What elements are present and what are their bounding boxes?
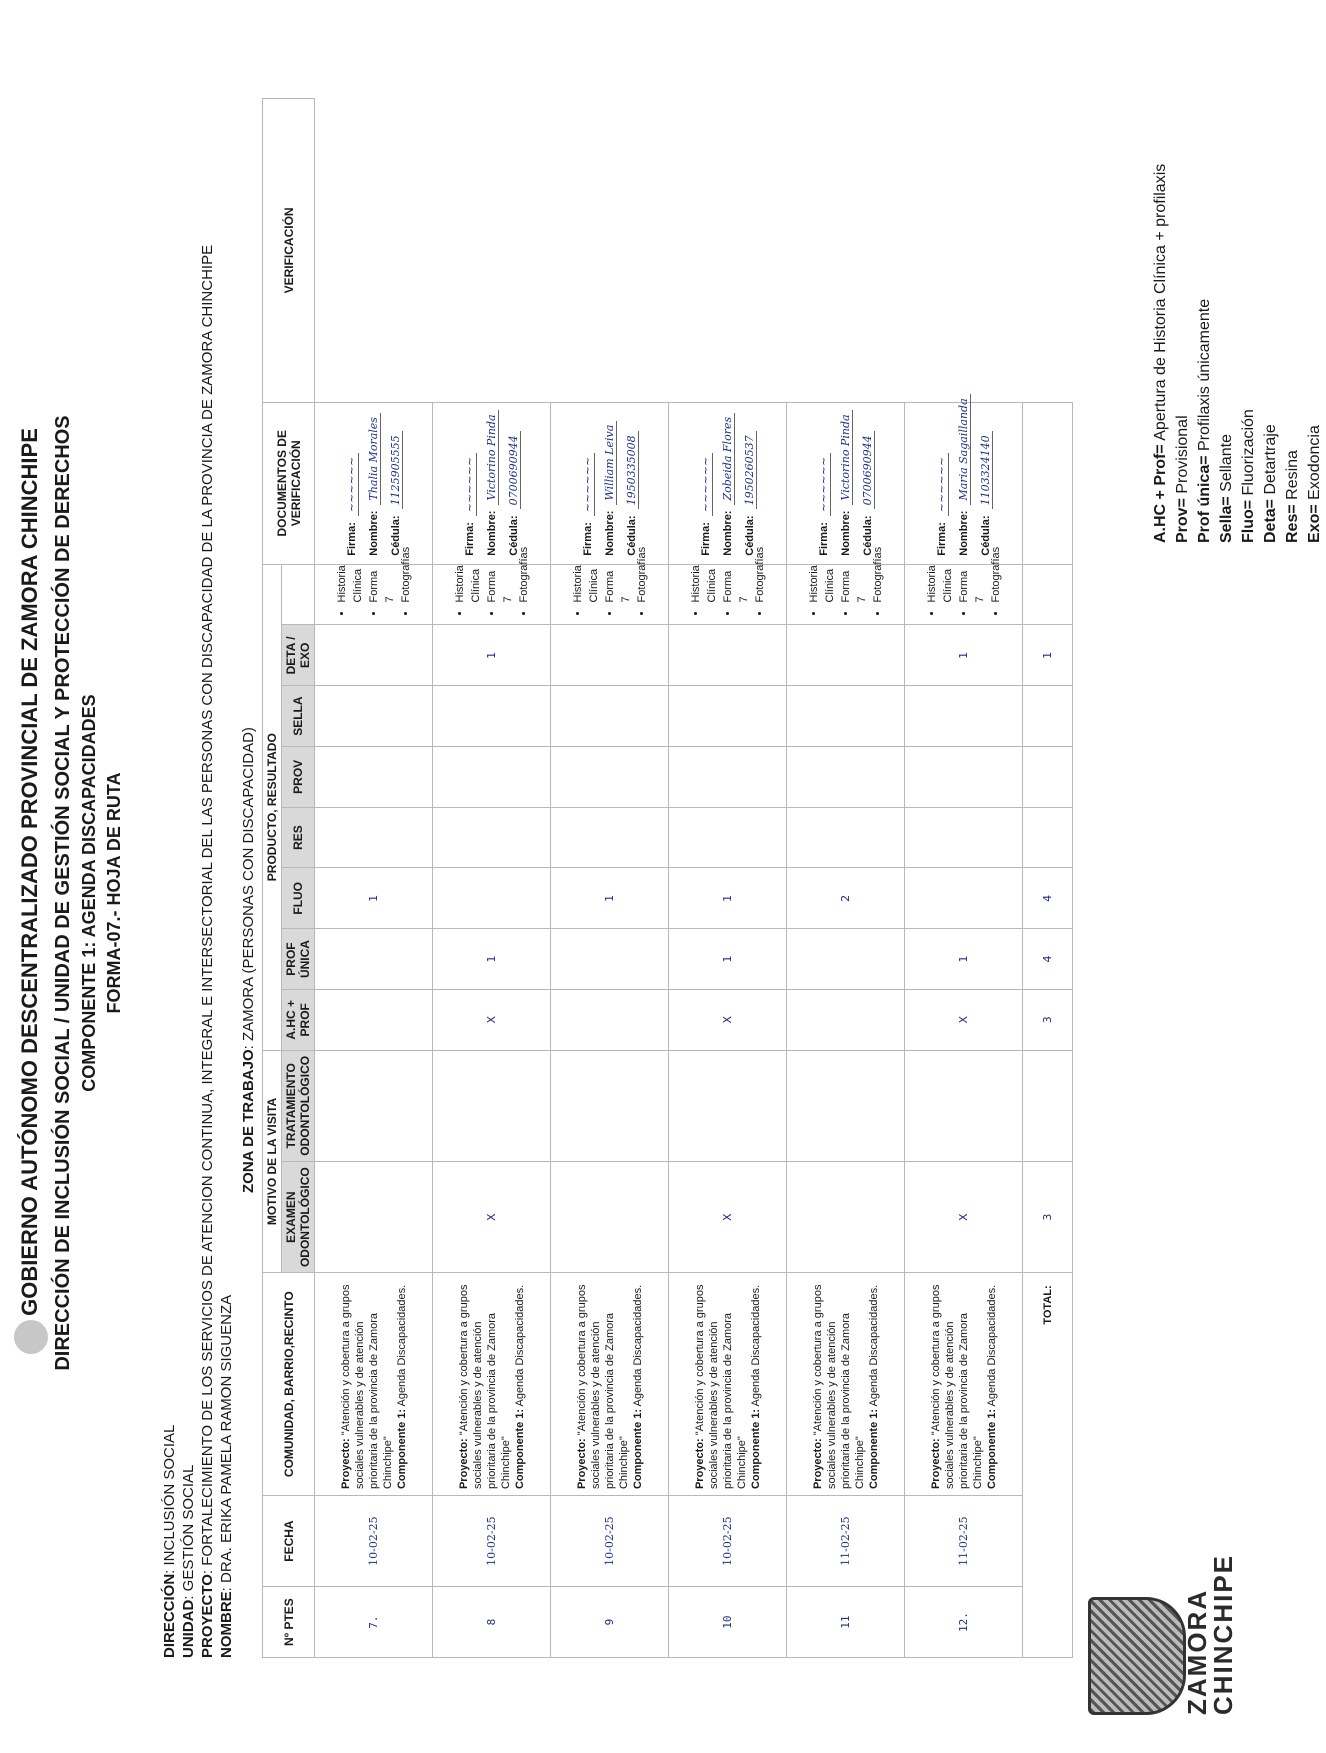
- res-mark: [905, 807, 1023, 868]
- legend-deta: Deta= Detartraje: [1262, 424, 1279, 543]
- table-row: [669, 99, 787, 1658]
- sella-total: [1023, 686, 1073, 747]
- table-row: [551, 99, 669, 1658]
- header-line-2: DIRECCIÓN DE INCLUSIÓN SOCIAL / UNIDAD DE GESTIÓN SOCIAL Y PROTECCIÓN DE DERECHOS: [52, 415, 74, 1371]
- prof-mark: [787, 929, 905, 990]
- res-mark: [551, 807, 669, 868]
- signature-row: Firma:~~~~~~: [695, 411, 717, 556]
- header-motivo: MOTIVO DE LA VISITA: [263, 1050, 282, 1273]
- meta-direccion: DIRECCIÓN: INCLUSIÓN SOCIAL: [161, 1424, 178, 1658]
- tratamiento-mark: [787, 1050, 905, 1161]
- doc-item: • Fotografías: [634, 573, 650, 603]
- document-header: [10, 393, 129, 1393]
- legend-ahc: A.HC + Prof= Apertura de Historia Clínica + profilaxis: [1152, 163, 1169, 543]
- name-row: Nombre:Victorino Pinda: [835, 411, 857, 556]
- header-verificacion: VERIFICACIÓN: [263, 99, 315, 403]
- community-cell: Proyecto: "Atención y cobertura a grupos sociales vulnerables y de atención prioritaria de la provincia de Zamora Chinchipe" Componente 1: Agenda Discapacidades.: [433, 1273, 551, 1496]
- legend-prof: Prof única= Profilaxis únicamente: [1196, 298, 1213, 543]
- legend-fluo: Fluo= Fluorización: [1240, 409, 1257, 543]
- prov-mark: [787, 746, 905, 807]
- tratamiento-total: [1023, 1050, 1073, 1161]
- visit-date: 10-02-25: [433, 1496, 551, 1587]
- patient-number: 11: [787, 1587, 905, 1658]
- examen-mark: [551, 1161, 669, 1272]
- visit-date: 11-02-25: [787, 1496, 905, 1587]
- deta-exo-mark: [551, 625, 669, 686]
- doc-item: • Historia Clínica: [334, 573, 366, 603]
- header-line-1: GOBIERNO AUTÓNOMO DESCENTRALIZADO PROVINCIAL DE ZAMORA CHINCHIPE: [14, 393, 48, 1393]
- doc-item: • Historia Clínica: [570, 573, 602, 603]
- visit-date: 10-02-25: [551, 1496, 669, 1587]
- sella-mark: [315, 686, 433, 747]
- table-row: [787, 99, 905, 1658]
- abbreviation-legend: [1150, 23, 1326, 543]
- res-mark: [669, 807, 787, 868]
- totals-row: [1023, 99, 1073, 1658]
- signature-row: Firma:~~~~~~: [459, 411, 481, 556]
- doc-item: • Historia Clínica: [806, 573, 838, 603]
- id-row: Cédula:1103324140: [975, 411, 997, 556]
- meta-zona: ZONA DE TRABAJO: ZAMORA (PERSONAS CON DISCAPACIDAD): [240, 727, 257, 1193]
- header-fluo: FLUO: [282, 868, 315, 929]
- id-row: Cédula:0700690944: [503, 411, 525, 556]
- verification-docs: [669, 546, 787, 625]
- circle-mark-icon: [14, 1320, 48, 1354]
- header-tratamiento: TRATAMIENTO ODONTOLÓGICO: [282, 1050, 315, 1161]
- doc-item: • Forma 7: [366, 573, 398, 603]
- table-row: [905, 99, 1023, 1658]
- deta-exo-total: 1: [1023, 625, 1073, 686]
- visit-date: 11-02-25: [905, 1496, 1023, 1587]
- sella-mark: [905, 686, 1023, 747]
- verification-docs: [787, 546, 905, 625]
- tratamiento-mark: [551, 1050, 669, 1161]
- header-prov: PROV: [282, 746, 315, 807]
- fluo-mark: 1: [551, 868, 669, 929]
- community-cell: Proyecto: "Atención y cobertura a grupos sociales vulnerables y de atención prioritaria de la provincia de Zamora Chinchipe" Componente 1: Agenda Discapacidades.: [669, 1273, 787, 1496]
- doc-item: • Forma 7: [602, 573, 634, 603]
- header-sella: SELLA: [282, 686, 315, 747]
- prof-total: 4: [1023, 929, 1073, 990]
- patient-number: 12.: [905, 1587, 1023, 1658]
- verification-docs: [433, 546, 551, 625]
- deta-exo-mark: 1: [905, 625, 1023, 686]
- docs-total-empty: [1023, 564, 1073, 625]
- ahc-mark: X: [669, 989, 787, 1050]
- name-row: Nombre:Victorino Pinda: [481, 411, 503, 556]
- sella-mark: [433, 686, 551, 747]
- ahc-mark: X: [433, 989, 551, 1050]
- id-row: Cédula:0700690944: [857, 411, 879, 556]
- doc-item: • Historia Clínica: [688, 573, 720, 603]
- form-meta: [160, 245, 236, 1658]
- fluo-mark: [905, 868, 1023, 929]
- res-mark: [787, 807, 905, 868]
- header-nptes: Nº PTES: [263, 1587, 315, 1658]
- name-row: Nombre:Maria Sagaillanda: [953, 411, 975, 556]
- fluo-mark: 1: [315, 868, 433, 929]
- deta-exo-mark: [669, 625, 787, 686]
- fluo-mark: [433, 868, 551, 929]
- prof-mark: 1: [433, 929, 551, 990]
- fluo-mark: 1: [669, 868, 787, 929]
- doc-item: • Historia Clínica: [924, 573, 956, 603]
- verification-cell: [315, 402, 433, 564]
- signature-row: Firma:~~~~~~: [813, 411, 835, 556]
- name-row: Nombre:William Leiva: [599, 411, 621, 556]
- prov-total: [1023, 746, 1073, 807]
- doc-item: • Historia Clínica: [452, 573, 484, 603]
- id-row: Cédula:1125905555: [385, 411, 407, 556]
- doc-item: • Forma 7: [484, 573, 516, 603]
- tratamiento-mark: [905, 1050, 1023, 1161]
- ahc-mark: [551, 989, 669, 1050]
- examen-mark: [787, 1161, 905, 1272]
- tratamiento-mark: [669, 1050, 787, 1161]
- prov-mark: [315, 746, 433, 807]
- header-documentos: DOCUMENTOS DE VERIFICACIÓN: [263, 402, 315, 564]
- doc-item: • Fotografías: [988, 573, 1004, 603]
- examen-mark: X: [433, 1161, 551, 1272]
- visit-date: 10-02-25: [669, 1496, 787, 1587]
- meta-unidad: UNIDAD: GESTIÓN SOCIAL: [180, 1464, 197, 1658]
- res-total: [1023, 807, 1073, 868]
- patient-number: 10: [669, 1587, 787, 1658]
- header-line-3: COMPONENTE 1: AGENDA DISCAPACIDADES: [79, 694, 99, 1092]
- prov-mark: [433, 746, 551, 807]
- fluo-total: 4: [1023, 868, 1073, 929]
- legend-res: Res= Resina: [1284, 450, 1301, 543]
- examen-mark: [315, 1161, 433, 1272]
- route-sheet-table: [262, 98, 1073, 1658]
- sella-mark: [787, 686, 905, 747]
- ahc-mark: X: [905, 989, 1023, 1050]
- patient-number: 8: [433, 1587, 551, 1658]
- visit-date: 10-02-25: [315, 1496, 433, 1587]
- legend-sella: Sella= Sellante: [1218, 434, 1235, 543]
- header-ahc: A.HC + PROF: [282, 989, 315, 1050]
- signature-row: Firma:~~~~~~: [577, 411, 599, 556]
- deta-exo-mark: [787, 625, 905, 686]
- doc-item: • Fotografías: [870, 573, 886, 603]
- prov-mark: [905, 746, 1023, 807]
- community-cell: Proyecto: "Atención y cobertura a grupos sociales vulnerables y de atención prioritaria de la provincia de Zamora Chinchipe" Componente 1: Agenda Discapacidades.: [551, 1273, 669, 1496]
- examen-mark: X: [905, 1161, 1023, 1272]
- deta-exo-mark: 1: [433, 625, 551, 686]
- community-cell: Proyecto: "Atención y cobertura a grupos sociales vulnerables y de atención prioritaria de la provincia de Zamora Chinchipe" Componente 1: Agenda Discapacidades.: [905, 1273, 1023, 1496]
- meta-proyecto: PROYECTO: FORTALECIMIENTO DE LOS SERVICIOS DE ATENCION CONTINUA, INTEGRAL E INTERSECTORIAL DEL LAS PERSONAS CON DISCAPACIDAD DE LA PROVINCIA DE ZAMORA CHINCHIPE: [199, 244, 216, 1658]
- examen-mark: X: [669, 1161, 787, 1272]
- community-cell: Proyecto: "Atención y cobertura a grupos sociales vulnerables y de atención prioritaria de la provincia de Zamora Chinchipe" Componente 1: Agenda Discapacidades.: [315, 1273, 433, 1496]
- fluo-mark: 2: [787, 868, 905, 929]
- res-mark: [315, 807, 433, 868]
- doc-item: • Fotografías: [516, 573, 532, 603]
- name-row: Nombre:Thalia Morales: [363, 411, 385, 556]
- table-row: [433, 99, 551, 1658]
- prof-mark: [551, 929, 669, 990]
- header-deta-exo: DETA / EXO: [282, 625, 315, 686]
- ahc-total: 3: [1023, 989, 1073, 1050]
- ahc-mark: [787, 989, 905, 1050]
- doc-item: • Forma 7: [720, 573, 752, 603]
- tratamiento-mark: [433, 1050, 551, 1161]
- legend-exo: Exo= Exodoncia: [1306, 425, 1323, 543]
- doc-item: • Forma 7: [956, 573, 988, 603]
- header-res: RES: [282, 807, 315, 868]
- verification-cell: [551, 402, 669, 564]
- prof-mark: 1: [669, 929, 787, 990]
- signature-row: Firma:~~~~~~: [931, 411, 953, 556]
- total-label: TOTAL:: [1023, 1273, 1073, 1658]
- legend-prov: Prov= Provisional: [1174, 415, 1191, 543]
- tratamiento-mark: [315, 1050, 433, 1161]
- header-fecha: FECHA: [263, 1496, 315, 1587]
- shield-emblem-icon: [1088, 1597, 1186, 1715]
- doc-item: • Forma 7: [838, 573, 870, 603]
- res-mark: [433, 807, 551, 868]
- patient-number: 7.: [315, 1587, 433, 1658]
- logo-name: ZAMORA CHINCHIPE: [1182, 1553, 1238, 1715]
- verification-cell: [669, 402, 787, 564]
- header-producto: PRODUCTO, RESULTADO: [263, 564, 282, 1050]
- verification-cell: [787, 402, 905, 564]
- doc-item: • Fotografías: [752, 573, 768, 603]
- signature-row: Firma:~~~~~~: [341, 411, 363, 556]
- deta-exo-mark: [315, 625, 433, 686]
- examen-total: 3: [1023, 1161, 1073, 1272]
- id-row: Cédula:1950260537: [739, 411, 761, 556]
- header-prof: PROF ÚNICA: [282, 929, 315, 990]
- prov-mark: [551, 746, 669, 807]
- patient-number: 9: [551, 1587, 669, 1658]
- header-examen: EXAMEN ODONTOLÓGICO: [282, 1161, 315, 1272]
- id-row: Cédula:1950335008: [621, 411, 643, 556]
- doc-item: • Fotografías: [398, 573, 414, 603]
- prof-mark: 1: [905, 929, 1023, 990]
- prefectura-logo: [1088, 1553, 1238, 1715]
- verification-cell: [905, 398, 1023, 564]
- verification-total-empty: [1023, 402, 1073, 564]
- sella-mark: [551, 686, 669, 747]
- header-line-4: FORMA-07.- HOJA DE RUTA: [104, 772, 124, 1014]
- sella-mark: [669, 686, 787, 747]
- ahc-mark: [315, 989, 433, 1050]
- verification-docs: [551, 546, 669, 625]
- table-row: [315, 99, 433, 1658]
- verification-docs: [315, 546, 433, 625]
- verification-docs: [905, 546, 1023, 625]
- meta-nombre: NOMBRE: DRA. ERIKA PAMELA RAMON SIGUENZA: [218, 1294, 235, 1658]
- header-comunidad: COMUNIDAD, BARRIO,RECINTO: [263, 1273, 315, 1496]
- community-cell: Proyecto: "Atención y cobertura a grupos sociales vulnerables y de atención prioritaria de la provincia de Zamora Chinchipe" Componente 1: Agenda Discapacidades.: [787, 1273, 905, 1496]
- prov-mark: [669, 746, 787, 807]
- verification-cell: [433, 402, 551, 564]
- prof-mark: [315, 929, 433, 990]
- name-row: Nombre:Zobeida Flores: [717, 411, 739, 556]
